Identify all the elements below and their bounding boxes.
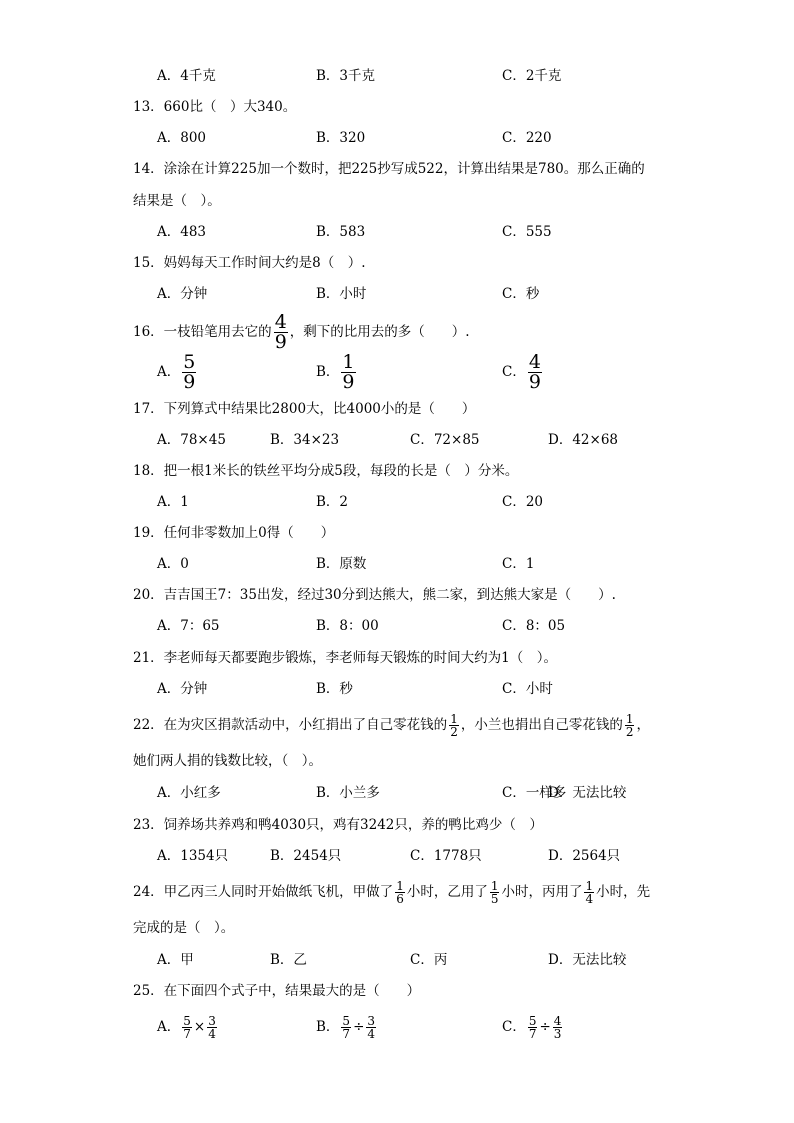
option-a[interactable]: A．甲	[157, 952, 194, 968]
option-c[interactable]: C．555	[502, 224, 552, 240]
option-a[interactable]: A．78×45	[157, 432, 226, 448]
question-24-cont: 完成的是（ ）。	[133, 920, 235, 936]
option-c[interactable]: C． $\frac{4}{9}$	[502, 351, 541, 393]
option-b[interactable]: B．583	[316, 224, 366, 240]
option-b[interactable]: B． $\frac{1}{9}$	[316, 351, 355, 393]
option-c[interactable]: C．1	[502, 556, 535, 572]
question-22: 22．在为灾区捐款活动中，小红捐出了自己零花钱的 $\frac{1}{2}$ ，小兰也捐出自己零花钱的 $\frac{1}{2}$ ，	[133, 712, 650, 739]
option-b[interactable]: B．乙	[270, 952, 307, 968]
question-16	[133, 313, 470, 352]
question-23: 23．饲养场共养鸡和鸭4030只，鸡有3242只，养的鸭比鸡少（ ）	[133, 817, 543, 833]
option-a[interactable]: A．1354只	[157, 848, 229, 864]
fraction: $\frac{1}{5}$	[490, 879, 499, 906]
option-c[interactable]: C．丙	[410, 952, 448, 968]
option-b[interactable]: B．原数	[316, 556, 367, 572]
question-17: 17．下列算式中结果比2800大，比4000小的是（ ）	[133, 401, 476, 417]
option-b[interactable]: B．小兰多	[316, 785, 380, 801]
question-21: 21．李老师每天都要跑步锻炼，李老师每天锻炼的时间大约为1（ ）。	[133, 650, 558, 666]
option-b[interactable]: B．3千克	[316, 68, 376, 84]
option-a[interactable]: A．分钟	[157, 681, 208, 697]
option-b[interactable]: B．秒	[316, 681, 353, 697]
question-22-cont: 她们两人捐的钱数比较，（ ）。	[133, 753, 322, 769]
option-b[interactable]: B．小时	[316, 286, 367, 302]
question-18: 18．把一根1米长的铁丝平均分成5段，每段的长是（ ）分米。	[133, 463, 519, 479]
option-c[interactable]: C．8：05	[502, 618, 566, 634]
option-b[interactable]: B．2	[316, 494, 349, 510]
question-25: 25．在下面四个式子中，结果最大的是（ ）	[133, 983, 421, 999]
option-a[interactable]: A．7：65	[157, 618, 220, 634]
option-a[interactable]: A． $\frac{5}{7}$ × $\frac{3}{4}$	[157, 1014, 216, 1041]
fraction: $\frac{4}{9}$	[274, 311, 287, 353]
option-d[interactable]: D．无法比较	[548, 785, 627, 801]
option-c[interactable]: C．2千克	[502, 68, 562, 84]
option-b[interactable]: B．8：00	[316, 618, 379, 634]
option-a[interactable]: A．800	[157, 130, 207, 146]
fraction: $\frac{1}{2}$	[625, 712, 634, 739]
option-c[interactable]: C．72×85	[410, 432, 480, 448]
option-c[interactable]: C．20	[502, 494, 544, 510]
option-c[interactable]: C．1778只	[410, 848, 482, 864]
option-d[interactable]: D．42×68	[548, 432, 618, 448]
option-a[interactable]: A．小红多	[157, 785, 221, 801]
question-20: 20．吉吉国王7：35出发，经过30分到达熊大，熊二家，到达熊大家是（ ）.	[133, 587, 616, 603]
option-d[interactable]: D．2564只	[548, 848, 621, 864]
option-b[interactable]: B．34×23	[270, 432, 340, 448]
question-19: 19．任何非零数加上0得（ ）	[133, 525, 335, 541]
option-b[interactable]: B． $\frac{5}{7}$ ÷ $\frac{3}{4}$	[316, 1014, 376, 1041]
question-15: 15．妈妈每天工作时间大约是8（ ）.	[133, 255, 366, 271]
option-c[interactable]: C．220	[502, 130, 552, 146]
option-c[interactable]: C．一样多	[502, 785, 567, 801]
option-a[interactable]: A．0	[157, 556, 189, 572]
question-16-text-end: ，剩下的比用去的多（ ）.	[289, 324, 470, 340]
option-a[interactable]: A．1	[157, 494, 189, 510]
option-b[interactable]: B．320	[316, 130, 366, 146]
question-24: 24．甲乙丙三人同时开始做纸飞机，甲做了 $\frac{1}{6}$ 小时，乙用了 $\frac{1}{5}$ 小时，丙用了 $\frac{1}{4}$ 小时，先	[133, 879, 651, 906]
fraction: $\frac{1}{6}$	[396, 879, 404, 906]
option-a[interactable]: A． $\frac{5}{9}$	[157, 351, 196, 393]
option-a[interactable]: A．4千克	[157, 68, 216, 84]
question-13: 13．660比（ ）大340。	[133, 99, 297, 115]
fraction: $\frac{1}{2}$	[450, 712, 458, 739]
option-c[interactable]: C． $\frac{5}{7}$ ÷ $\frac{4}{3}$	[502, 1014, 562, 1041]
option-c[interactable]: C．小时	[502, 681, 553, 697]
question-14-cont: 结果是（ ）。	[133, 193, 221, 209]
fraction: $\frac{1}{4}$	[585, 879, 594, 906]
option-b[interactable]: B．2454只	[270, 848, 342, 864]
option-a[interactable]: A．483	[157, 224, 207, 240]
question-16-text: 16．一枝铅笔用去它的	[133, 324, 272, 340]
option-a[interactable]: A．分钟	[157, 286, 208, 302]
option-d[interactable]: D．无法比较	[548, 952, 627, 968]
option-c[interactable]: C．秒	[502, 286, 540, 302]
question-14: 14．涂涂在计算225加一个数时，把225抄写成522，计算出结果是780。那么正确的	[133, 161, 645, 177]
